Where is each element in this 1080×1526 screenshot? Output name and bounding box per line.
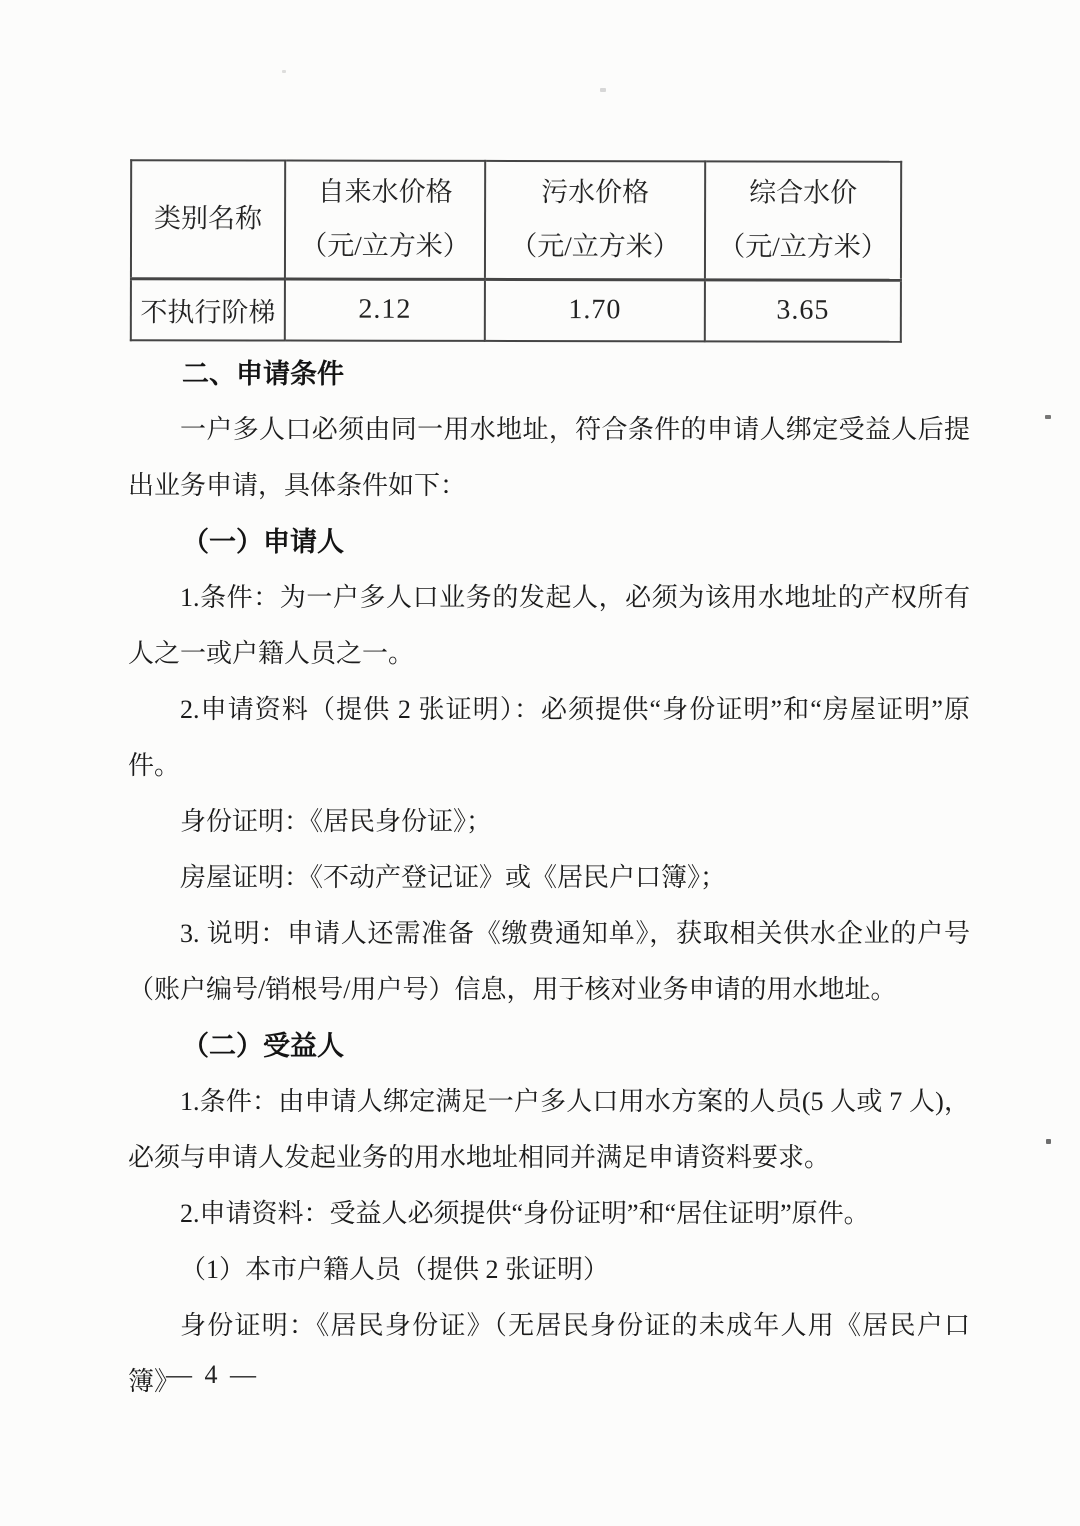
page-number [166,1360,259,1390]
row-label: 不执行阶梯 [131,278,285,340]
scan-speck [600,88,606,92]
paragraph: 3. 说明：申请人还需准备《缴费通知单》，获取相关供水企业的户号（账户编号/销根号/用户号）信息，用于核对业务申请的用水地址。 [128,919,970,1004]
table-header-cell: 综合水价 （元/立方米） [705,161,901,279]
paragraph: 房屋证明：《不动产登记证》或《居民户口簿》； [180,863,727,892]
section-heading: 二、申请条件 [182,359,344,389]
paragraph: 一户多人口必须由同一用水地址，符合条件的申请人绑定受益人后提出业务申请，具体条件如下： [128,415,970,500]
paragraph: 1.条件：为一户多人口业务的发起人，必须为该用水地址的产权所有人之一或户籍人员之一。 [128,583,970,668]
paragraph: 2.申请资料：受益人必须提供“身份证明”和“居住证明”原件。 [180,1199,870,1228]
paragraph: 身份证明：《居民身份证》； [180,807,493,836]
paragraph: （1）本市户籍人员（提供 2 张证明） [180,1255,610,1284]
table-header-cell: 自来水价格 （元/立方米） [285,161,485,279]
price-value: 3.65 [705,279,901,341]
section-heading: （二）受益人 [182,1031,344,1061]
table-header-cell: 污水价格 （元/立方米） [485,161,705,279]
paragraph: 身份证明：《居民身份证》（无居民身份证的未成年人用《居民户口簿》 [128,1311,970,1396]
paragraph: 1.条件：由申请人绑定满足一户多人口用水方案的人员(5 人或 7 人)，必须与申请人发起业务的用水地址相同并满足申请资料要求。 [128,1087,970,1172]
scan-speck [1046,1139,1051,1144]
water-price-table [130,159,902,343]
price-value: 2.12 [285,279,485,341]
table-header-cell: 类别名称 [131,160,285,278]
section-heading: （一）申请人 [182,527,344,557]
document-body-text [128,346,970,1410]
table-row [131,278,901,342]
price-value: 1.70 [485,279,705,341]
scan-speck [282,70,286,73]
scan-speck [1045,415,1051,419]
table-header-row [131,160,901,280]
page-number-label: — 4 — [166,1360,259,1389]
paragraph: 2.申请资料（提供 2 张证明）：必须提供“身份证明”和“房屋证明”原件。 [128,695,970,780]
